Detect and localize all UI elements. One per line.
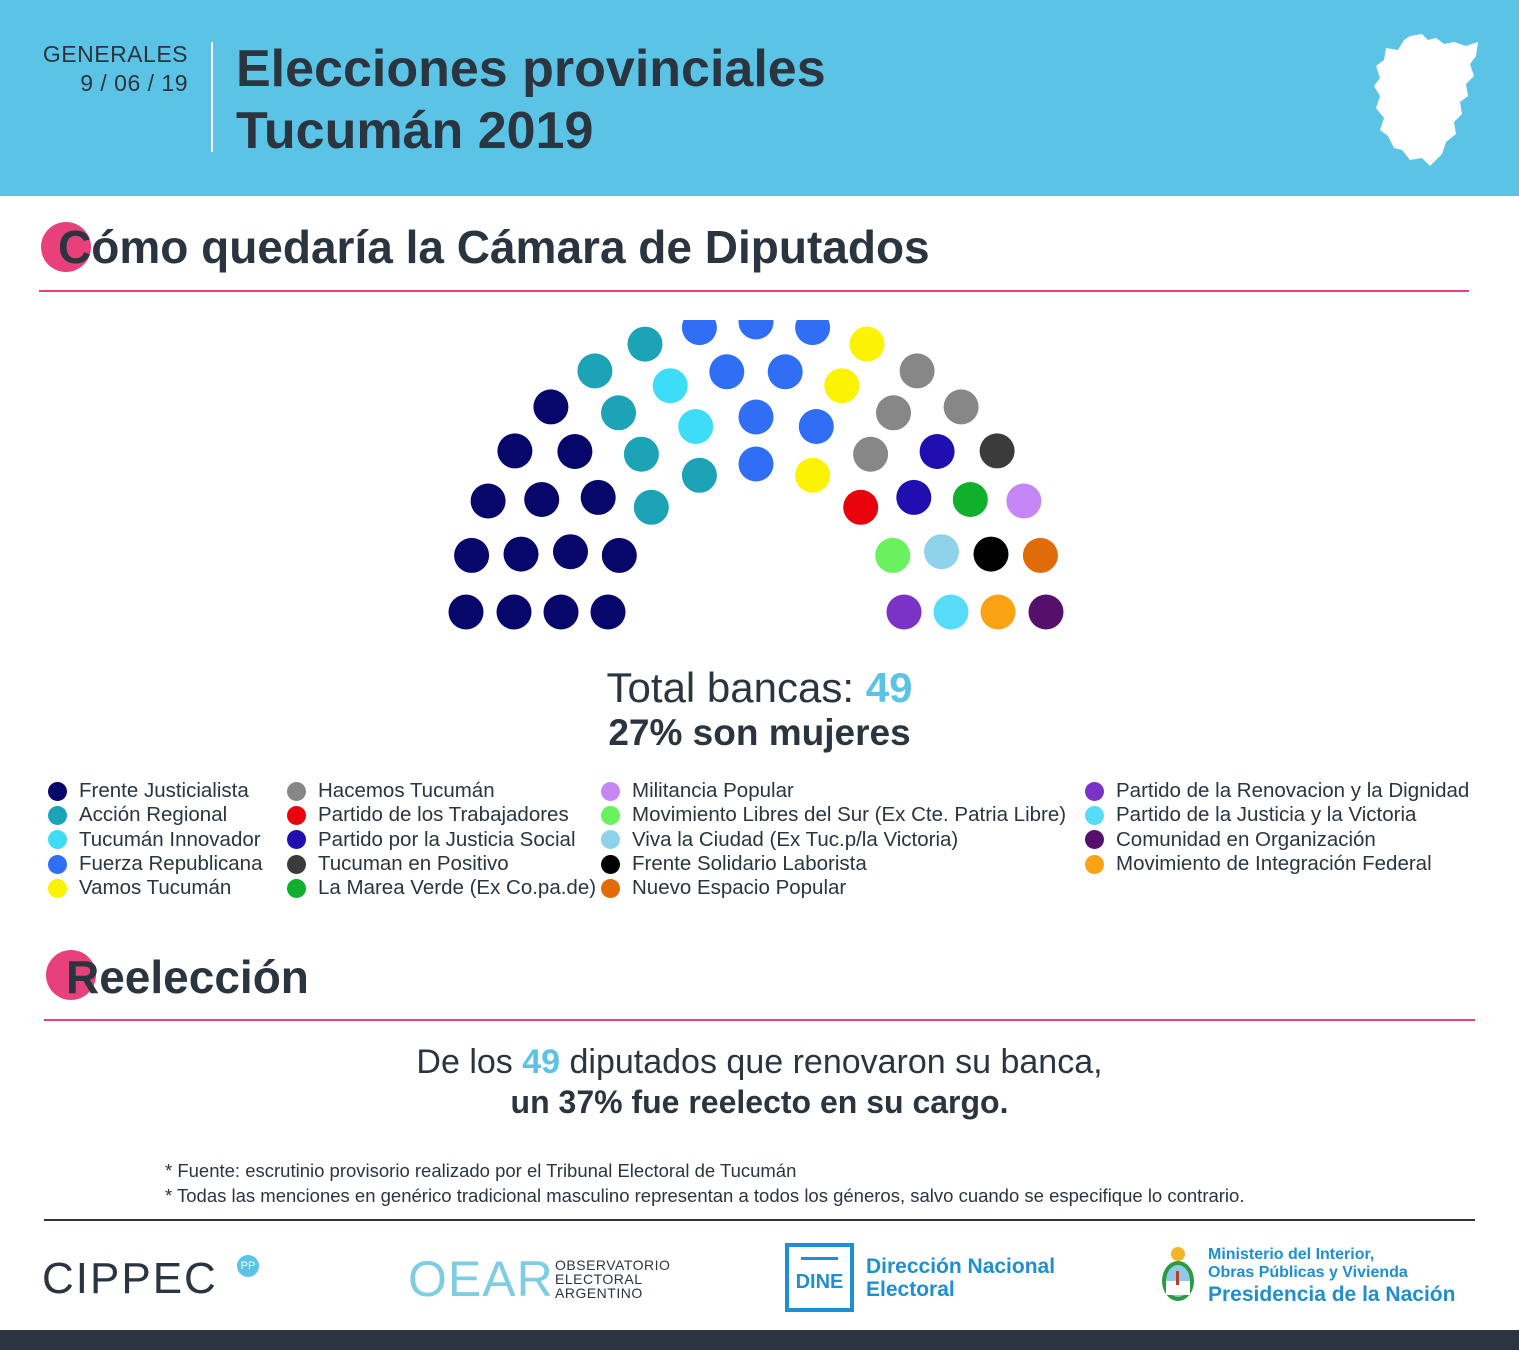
seat-marker	[1006, 484, 1041, 519]
national-coat-of-arms-icon	[1158, 1245, 1198, 1307]
legend-label: Movimiento de Integración Federal	[1116, 852, 1432, 876]
legend-item	[287, 876, 596, 900]
seat-marker	[953, 482, 988, 517]
section-title-reelection: Reelección	[66, 951, 309, 1003]
seat-marker	[850, 327, 885, 362]
legend-column	[601, 779, 1066, 900]
oear-logo: OEAR	[408, 1251, 554, 1307]
legend-swatch	[1085, 830, 1104, 849]
election-type: GENERALES	[42, 41, 188, 67]
legend-item	[48, 852, 262, 876]
legend-label: Militancia Popular	[632, 779, 794, 803]
total-seats-line	[0, 664, 1519, 712]
seat-marker	[524, 482, 559, 517]
ministerio-line: Ministerio del Interior,	[1208, 1246, 1375, 1263]
seat-marker	[709, 354, 744, 389]
legend-label: La Marea Verde (Ex Co.pa.de)	[318, 876, 597, 900]
legend-swatch	[287, 782, 306, 801]
election-date: 9 / 06 / 19	[80, 70, 188, 96]
total-seats-label: Total bancas:	[606, 664, 866, 711]
legend-swatch	[601, 806, 620, 825]
legend-item	[287, 828, 596, 852]
dine-label-line: Dirección Nacional	[866, 1255, 1056, 1278]
parliament-seat-chart	[440, 320, 1080, 640]
legend-label: Partido de la Justicia y la Victoria	[1116, 803, 1417, 827]
legend-swatch	[287, 855, 306, 874]
seat-marker	[634, 490, 669, 525]
legend-swatch	[287, 806, 306, 825]
seat-marker	[449, 595, 484, 630]
legend-label: Frente Solidario Laborista	[632, 852, 867, 876]
legend-item	[601, 828, 1066, 852]
legend-item	[601, 779, 1066, 803]
seat-marker	[924, 534, 959, 569]
legend-column	[287, 779, 596, 900]
seat-marker	[980, 433, 1015, 468]
dine-logo-bar	[801, 1257, 838, 1260]
seat-marker	[853, 437, 888, 472]
seat-marker	[533, 389, 568, 424]
legend-label: Movimiento Libres del Sur (Ex Cte. Patria Libre)	[632, 803, 1067, 827]
seat-marker	[934, 595, 969, 630]
legend-label: Frente Justicialista	[79, 779, 249, 803]
legend-swatch	[1085, 782, 1104, 801]
tucuman-map-icon	[1370, 30, 1480, 170]
seat-marker	[739, 447, 774, 482]
legend-item	[287, 803, 596, 827]
legend-swatch	[601, 782, 620, 801]
seat-marker	[497, 595, 532, 630]
ministerio-label	[1208, 1246, 1455, 1308]
seat-marker	[739, 320, 774, 340]
legend-label: Vamos Tucumán	[79, 876, 232, 900]
seat-marker	[981, 595, 1016, 630]
legend-item	[48, 779, 262, 803]
legend-swatch	[601, 879, 620, 898]
seat-marker	[1029, 595, 1064, 630]
legend-label: Hacemos Tucumán	[318, 779, 495, 803]
seat-marker	[454, 538, 489, 573]
header-divider	[211, 42, 213, 152]
seat-marker	[581, 480, 616, 515]
dine-logo	[785, 1243, 854, 1312]
seat-marker	[557, 434, 592, 469]
page-title-line2: Tucumán 2019	[236, 102, 594, 160]
seat-marker	[900, 353, 935, 388]
legend-swatch	[287, 879, 306, 898]
footnote-gender: * Todas las menciones en genérico tradicional masculino representan a todos los géneros, salvo cuando se especifique lo contrario.	[165, 1185, 1245, 1206]
seat-marker	[739, 400, 774, 435]
legend-item	[287, 852, 596, 876]
seat-marker	[887, 595, 922, 630]
seat-marker	[544, 595, 579, 630]
seat-marker	[974, 537, 1009, 572]
legend-label: Tucumán Innovador	[79, 827, 261, 851]
legend-label: Nuevo Espacio Popular	[632, 876, 847, 900]
seat-marker	[896, 480, 931, 515]
seat-marker	[497, 433, 532, 468]
seat-marker	[920, 434, 955, 469]
legend-item	[601, 876, 1066, 900]
cippec-logo: CIPPEC	[42, 1254, 218, 1303]
legend-swatch	[48, 806, 67, 825]
seat-marker	[843, 490, 878, 525]
seat-marker	[471, 484, 506, 519]
dine-label-line: Electoral	[866, 1278, 955, 1301]
oear-subtitle	[555, 1258, 670, 1300]
legend-label: Tucuman en Positivo	[318, 852, 509, 876]
legend-item	[48, 803, 262, 827]
legend-swatch	[601, 855, 620, 874]
legend-swatch	[1085, 855, 1104, 874]
legend-item	[48, 876, 262, 900]
section-divider	[39, 290, 1469, 292]
legend-item	[1085, 828, 1469, 852]
oear-subtitle-line: OBSERVATORIO	[555, 1257, 671, 1273]
legend-swatch	[1085, 806, 1104, 825]
seat-marker	[624, 437, 659, 472]
legend-label: Acción Regional	[79, 803, 228, 827]
dine-logo-text: DINE	[795, 1271, 844, 1293]
legend-label: Viva la Ciudad (Ex Tuc.p/la Victoria)	[632, 827, 959, 851]
seat-marker	[553, 534, 588, 569]
footnote-source: * Fuente: escrutinio provisorio realizado por el Tribunal Electoral de Tucumán	[165, 1160, 797, 1181]
legend-column	[1085, 779, 1469, 876]
section-divider	[44, 1019, 1475, 1021]
legend-item	[48, 828, 262, 852]
legend-item	[601, 852, 1066, 876]
legend-item	[1085, 803, 1469, 827]
election-type-date	[30, 40, 188, 98]
legend-swatch	[48, 830, 67, 849]
seat-marker	[795, 458, 830, 493]
reelection-text-before: De los	[416, 1043, 523, 1081]
ministerio-line: Presidencia de la Nación	[1208, 1283, 1456, 1306]
seat-marker	[682, 458, 717, 493]
seat-marker	[944, 389, 979, 424]
legend-label: Comunidad en Organización	[1116, 827, 1376, 851]
seat-marker	[591, 595, 626, 630]
legend-swatch	[48, 782, 67, 801]
legend-swatch	[48, 879, 67, 898]
seat-marker	[799, 409, 834, 444]
seat-marker	[824, 368, 859, 403]
footer-divider	[44, 1219, 1475, 1221]
legend-item	[287, 779, 596, 803]
seat-marker	[682, 320, 717, 345]
seat-marker	[504, 537, 539, 572]
seat-marker	[678, 409, 713, 444]
reelection-count: 49	[522, 1043, 561, 1081]
ministerio-line: Obras Públicas y Vivienda	[1208, 1264, 1408, 1281]
seat-marker	[768, 354, 803, 389]
legend-swatch	[48, 855, 67, 874]
legend-item	[1085, 779, 1469, 803]
seat-marker	[628, 327, 663, 362]
women-share: 27% son mujeres	[608, 712, 911, 753]
oear-subtitle-line: ARGENTINO	[555, 1285, 643, 1301]
seat-marker	[601, 395, 636, 430]
dine-label	[866, 1255, 1055, 1301]
legend-label: Partido de los Trabajadores	[318, 803, 569, 827]
page-title	[236, 38, 826, 162]
seat-marker	[653, 368, 688, 403]
seat-marker	[1023, 538, 1058, 573]
legend-label: Partido por la Justicia Social	[318, 827, 576, 851]
legend-label: Partido de la Renovacion y la Dignidad	[1116, 779, 1470, 803]
reelection-result: un 37% fue reelecto en su cargo.	[510, 1084, 1009, 1120]
legend-swatch	[287, 830, 306, 849]
seat-marker	[875, 538, 910, 573]
total-seats-value: 49	[865, 664, 913, 711]
section-title-chamber: Cómo quedaría la Cámara de Diputados	[58, 221, 930, 273]
seat-marker	[876, 395, 911, 430]
legend-item	[1085, 852, 1469, 876]
bottom-bar	[0, 1330, 1519, 1350]
legend-swatch	[601, 830, 620, 849]
header-banner	[0, 0, 1519, 196]
oear-subtitle-line: ELECTORAL	[555, 1271, 643, 1287]
reelection-statement	[0, 1043, 1519, 1082]
reelection-text-after: diputados que renovaron su banca,	[560, 1043, 1103, 1081]
seat-marker	[577, 353, 612, 388]
cippec-badge-icon: PP	[237, 1255, 259, 1277]
seat-marker	[795, 320, 830, 345]
legend-label: Fuerza Republicana	[79, 852, 263, 876]
seat-marker	[602, 538, 637, 573]
legend-column	[48, 779, 262, 900]
legend-item	[601, 803, 1066, 827]
page-title-line1: Elecciones provinciales	[236, 40, 826, 98]
